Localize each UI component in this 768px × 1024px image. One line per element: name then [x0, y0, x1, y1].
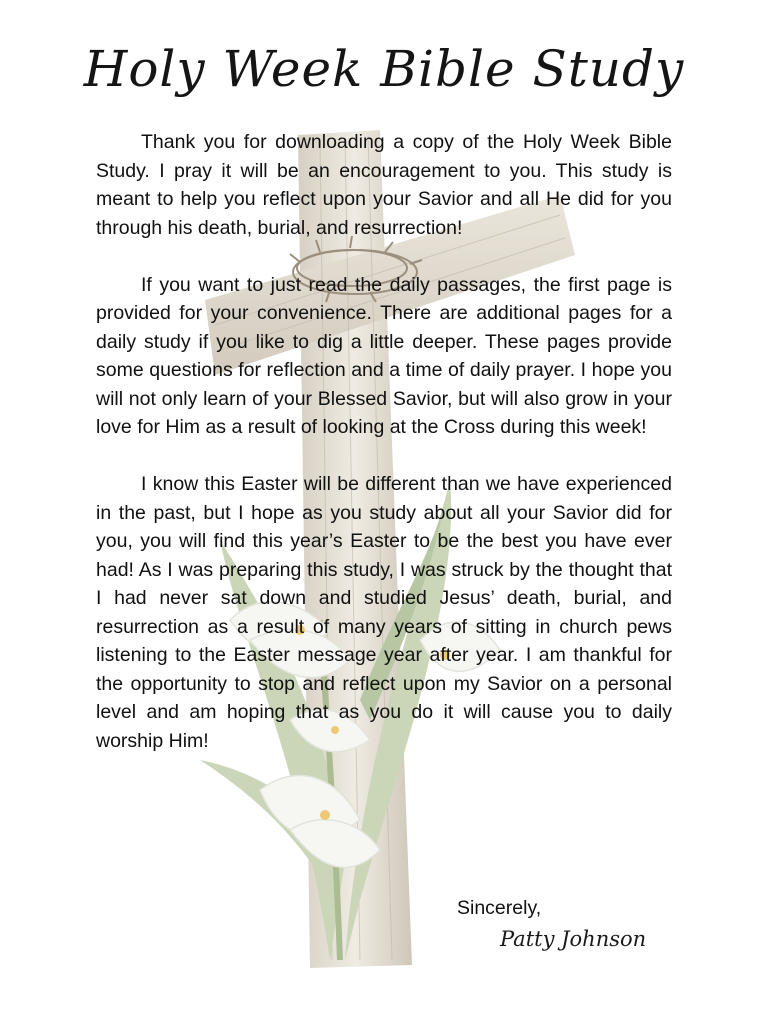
page-title: Holy Week Bible Study [83, 40, 685, 98]
paragraph-1: Thank you for downloading a copy of the Holy Week Bible Study. I pray it will be an encouragement to you. This study is meant to help you reflect upon your Savior and all He did for you through his death, burial, and resurrection! [96, 131, 672, 239]
paragraph-2: If you want to just read the daily passages, the first page is provided for your convenience. There are additional pages for a daily study if you like to dig a little deeper. These pages provide some questions for reflection and a time of daily prayer. I hope you will not only learn of your Blessed Savior, but will also grow in your love for Him as a result of looking at the Cross during this week! [96, 273, 672, 438]
signature: Patty Johnson [500, 927, 647, 951]
paragraph-3: I know this Easter will be different than we have experienced in the past, but I hope as you study about all your Savior did for you, you will find this year’s Easter to be the best you have ever had! As I was preparing this study, I was struck by the thought that I had never sat down and studied Jesus’ death, burial, and resurrection as a result of many years of sitting in church pews listening to the Easter message year after year. I am thankful for the opportunity to stop and reflect upon my Savior on a personal level and am hoping that as you do it will cause you to daily worship Him! [96, 473, 672, 752]
closing-text: Sincerely, [457, 897, 542, 919]
letter-body [96, 128, 672, 784]
